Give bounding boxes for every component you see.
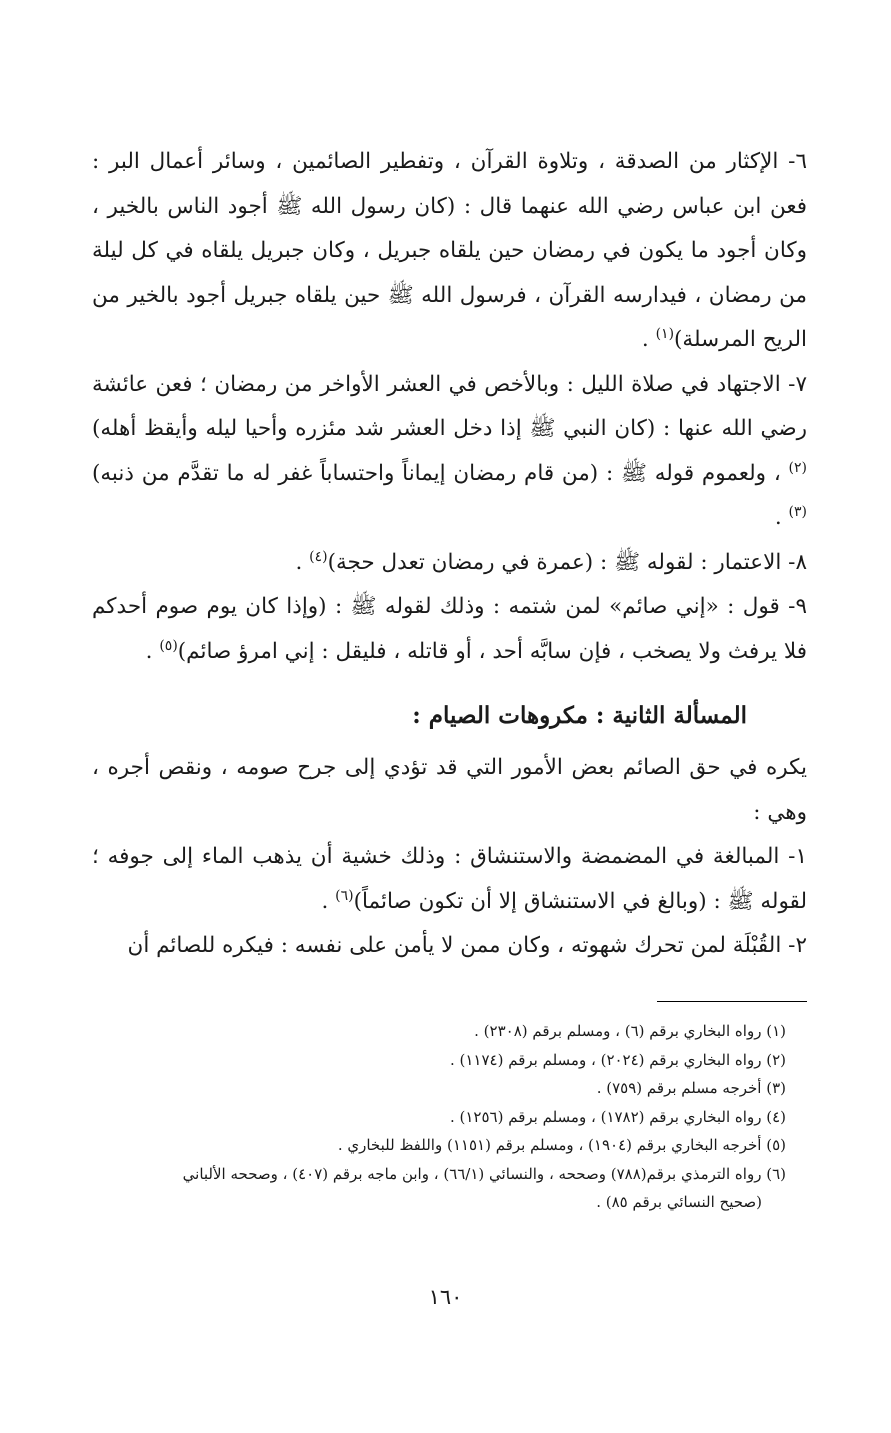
- paragraph-umrah: [92, 541, 807, 586]
- footnote-ref: (٤): [309, 548, 328, 565]
- punctuation: .: [774, 505, 789, 530]
- footnote-continuation-text: (صحيح النسائي برقم ٨٥) .: [596, 1193, 762, 1211]
- paragraph-text: ٨- الاعتمار : لقوله ﷺ : (عمرة في رمضان تعدل حجة): [327, 549, 807, 575]
- footnote-3: (٣) أخرجه مسلم برقم (٧٥٩) .: [596, 1079, 786, 1097]
- paragraph-rinsing: [92, 835, 807, 924]
- punctuation: .: [321, 888, 336, 914]
- footnote-ref: (٢): [788, 459, 807, 476]
- paragraph-saying-fasting: [92, 585, 807, 674]
- punctuation: .: [295, 549, 310, 575]
- paragraph-text: ١- المبالغة في المضمضة والاستنشاق : وذلك خشية أن يذهب الماء إلى جوفه ؛ لقوله ﷺ : (وبالغ في الاستنشاق إلا أن تكون صائماً): [92, 844, 807, 914]
- paragraph-text: ٩- قول : «إني صائم» لمن شتمه : وذلك لقوله ﷺ : (وإذا كان يوم صوم أحدكم فلا يرفث ولا يصخب ، فإن سابَّه أحد ، أو قاتله ، فليقل : إني امرؤ صائم): [92, 594, 807, 664]
- footnote-5: (٥) أخرجه البخاري برقم (١٩٠٤) ، ومسلم برقم (١١٥١) واللفظ للبخاري .: [337, 1136, 786, 1154]
- paragraph-charity: [92, 140, 807, 363]
- footnotes: [88, 1017, 808, 1217]
- footnote-6-continuation: [88, 1188, 808, 1217]
- footnote-4: (٤) رواه البخاري برقم (١٧٨٢) ، ومسلم برقم (١٢٥٦) .: [449, 1107, 786, 1126]
- paragraph-night-prayer: [92, 363, 807, 541]
- footnote-ref: (٣): [788, 504, 807, 520]
- main-text: [92, 140, 807, 969]
- footnote-6: (٦) رواه الترمذي برقم(٧٨٨) وصححه ، والنسائي (٦٦/١) ، وابن ماجه برقم (٤٠٧) ، وصححه الألباني: [182, 1164, 786, 1183]
- paragraph-text: ، ولعموم قوله ﷺ : (من قام رمضان إيماناً واحتساباً غفر له ما تقدَّم من ذنبه): [92, 460, 789, 486]
- page-number: ١٦٠: [428, 1285, 463, 1309]
- section-heading: المسألة الثانية : مكروهات الصيام :: [412, 702, 747, 729]
- footnote-ref: (٥): [159, 637, 178, 654]
- footnote-divider: [657, 1001, 807, 1002]
- punctuation: .: [641, 327, 656, 352]
- footnote-1: (١) رواه البخاري برقم (٦) ، ومسلم برقم (٢٣٠٨) .: [474, 1022, 786, 1040]
- paragraph-text: ٧- الاجتهاد في صلاة الليل : وبالأخص في العشر الأواخر من رمضان ؛ فعن عائشة رضي الله عنها : (كان النبي ﷺ إذا دخل العشر شد مئزره وأحيا ليله وأيقظ أهله): [92, 371, 807, 441]
- paragraph-text: ٦- الإكثار من الصدقة ، وتلاوة القرآن ، وتفطير الصائمين ، وسائر أعمال البر : فعن ابن عباس رضي الله عنهما قال : (كان رسول الله ﷺ أجود الناس بالخير ، وكان أجود ما يكون في رمضان حين يلقاه جبريل ، وكان جبريل يلقاه في كل ليلة من رمضان ، فيدارسه القرآن ، فرسول الله ﷺ حين يلقاه جبريل أجود بالخير من الريح المرسلة): [92, 149, 807, 352]
- footnote-ref: (٦): [335, 887, 354, 904]
- footnote-ref: (١): [655, 326, 675, 342]
- footnote-2: (٢) رواه البخاري برقم (٢٠٢٤) ، ومسلم برقم (١١٧٤) .: [449, 1050, 786, 1069]
- paragraph-kissing: ٢- القُبْلَة لمن تحرك شهوته ، وكان ممن لا يأمن على نفسه : فيكره للصائم أن: [127, 933, 807, 958]
- punctuation: .: [145, 638, 160, 664]
- paragraph-intro-disliked: يكره في حق الصائم بعض الأمور التي قد تؤدي إلى جرح صومه ، ونقص أجره ، وهي :: [92, 755, 807, 825]
